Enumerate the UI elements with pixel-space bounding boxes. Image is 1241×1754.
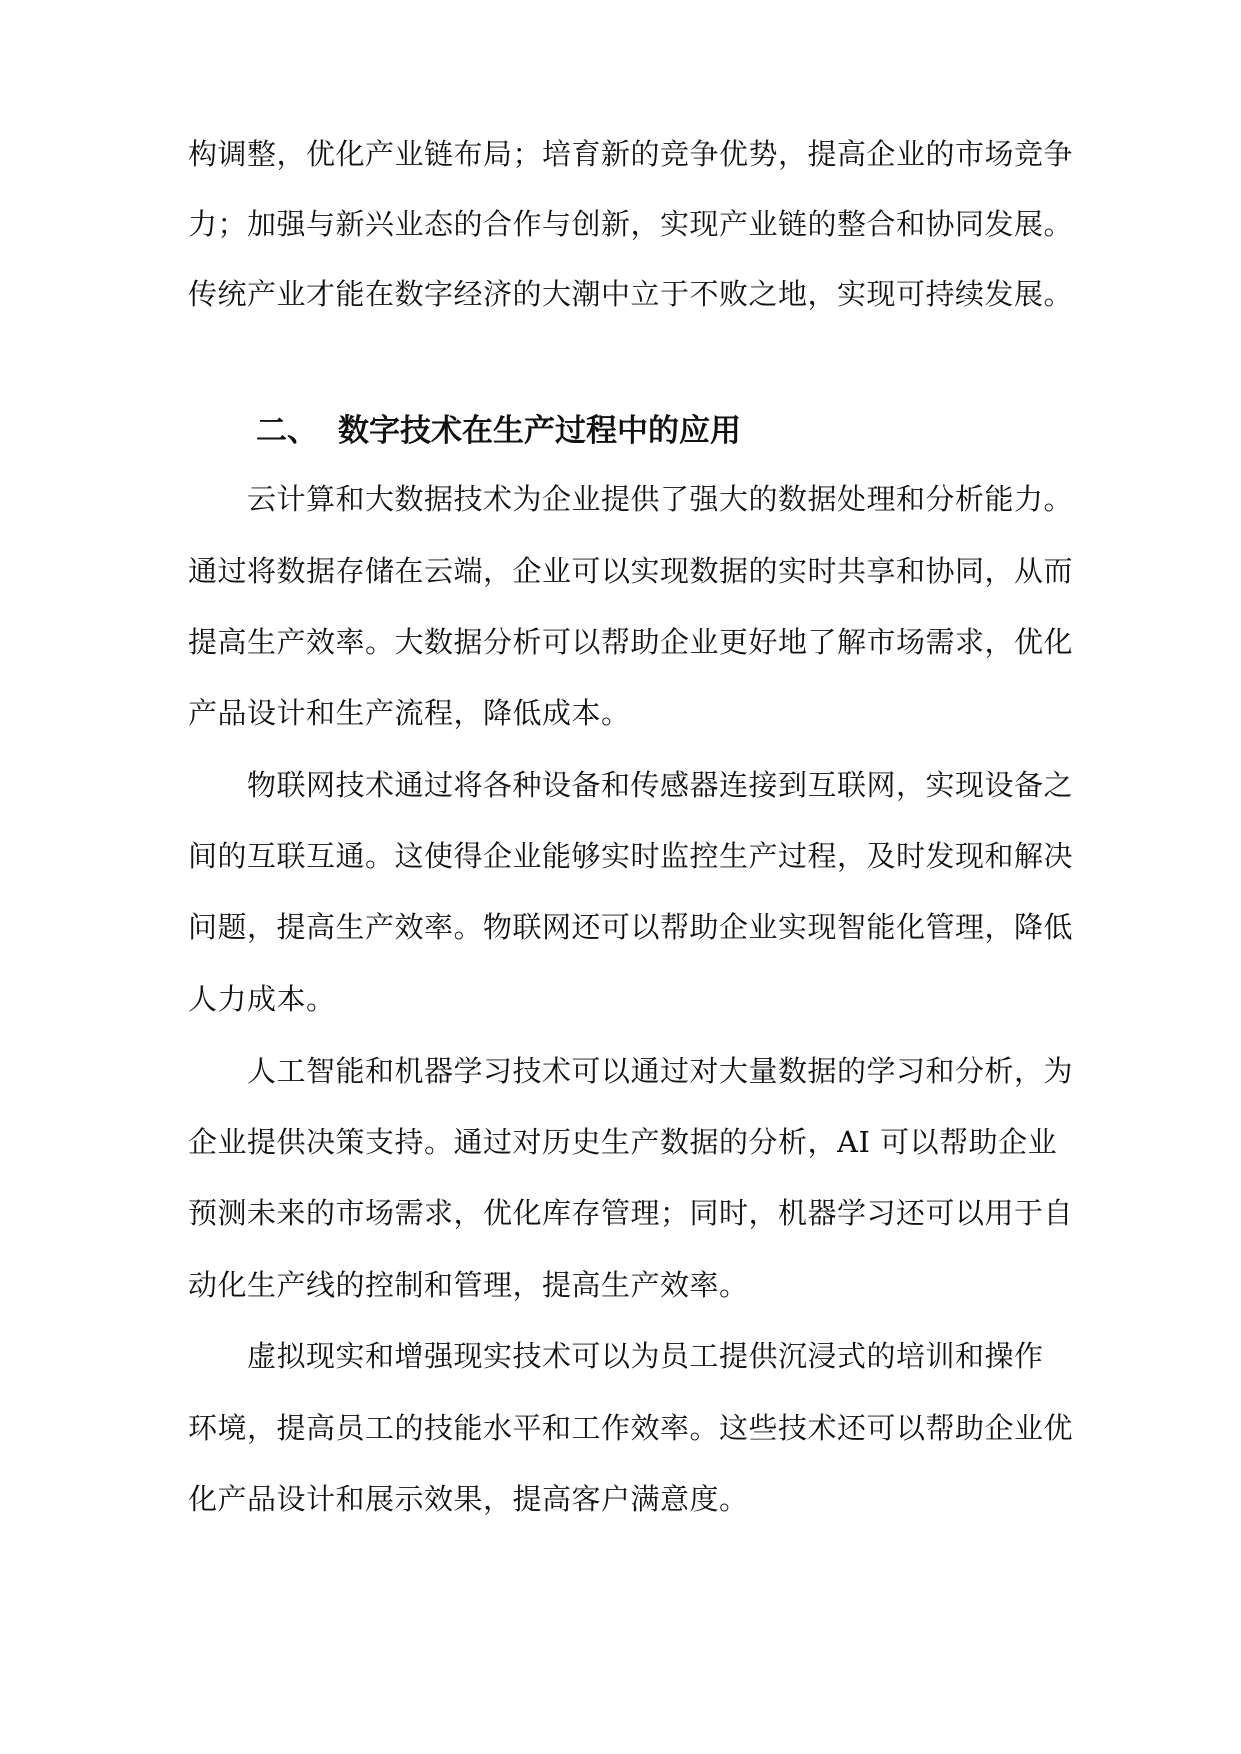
intro-line-2: 力；加强与新兴业态的合作与创新，实现产业链的整合和协同发展。 xyxy=(188,207,1074,241)
intro-line-3: 传统产业才能在数字经济的大潮中立于不败之地，实现可持续发展。 xyxy=(188,277,1074,311)
paragraph-4-line-3: 化产品设计和展示效果，提高客户满意度。 xyxy=(188,1482,749,1516)
paragraph-3-line-3: 预测未来的市场需求，优化库存管理；同时，机器学习还可以用于自 xyxy=(188,1196,1074,1230)
paragraph-2-line-1: 物联网技术通过将各种设备和传感器连接到互联网，实现设备之 xyxy=(247,768,1074,802)
paragraph-1-line-1: 云计算和大数据技术为企业提供了强大的数据处理和分析能力。 xyxy=(247,482,1074,516)
paragraph-1-line-2: 通过将数据存储在云端，企业可以实现数据的实时共享和协同，从而 xyxy=(188,554,1074,588)
paragraph-2-line-2: 间的互联互通。这使得企业能够实时监控生产过程，及时发现和解决 xyxy=(188,839,1074,873)
paragraph-4-line-2: 环境，提高员工的技能水平和工作效率。这些技术还可以帮助企业优 xyxy=(188,1411,1074,1445)
paragraph-3-line-4: 动化生产线的控制和管理，提高生产效率。 xyxy=(188,1268,749,1302)
section-number: 二、 xyxy=(256,413,318,449)
paragraph-3-line-2: 企业提供决策支持。通过对历史生产数据的分析，AI 可以帮助企业 xyxy=(188,1125,1058,1159)
paragraph-1-line-3: 提高生产效率。大数据分析可以帮助企业更好地了解市场需求，优化 xyxy=(188,625,1074,659)
paragraph-3-line-1: 人工智能和机器学习技术可以通过对大量数据的学习和分析，为 xyxy=(247,1054,1074,1088)
section-title: 数字技术在生产过程中的应用 xyxy=(338,413,741,449)
intro-line-1: 构调整，优化产业链布局；培育新的竞争优势，提高企业的市场竞争 xyxy=(188,137,1074,171)
paragraph-1-line-4: 产品设计和生产流程，降低成本。 xyxy=(188,696,631,730)
paragraph-4-line-1: 虚拟现实和增强现实技术可以为员工提供沉浸式的培训和操作 xyxy=(247,1339,1044,1373)
paragraph-2-line-3: 问题，提高生产效率。物联网还可以帮助企业实现智能化管理，降低 xyxy=(188,910,1074,944)
paragraph-2-line-4: 人力成本。 xyxy=(188,982,336,1016)
